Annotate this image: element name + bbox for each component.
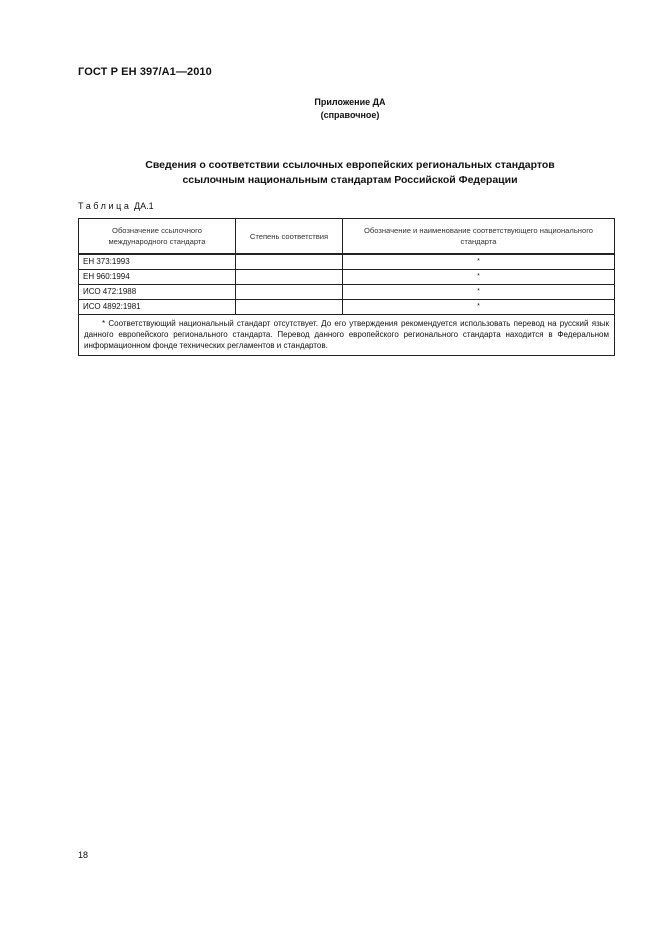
- cell-degree: [236, 300, 343, 315]
- header-degree: Степень соответствия: [236, 219, 343, 255]
- appendix-heading: [0, 96, 661, 122]
- table-header-row: [79, 219, 615, 255]
- cell-degree: [236, 270, 343, 285]
- table-caption: [78, 201, 154, 211]
- table-caption-number: ДА.1: [134, 201, 154, 211]
- document-code: ГОСТ Р ЕН 397/А1—2010: [78, 66, 212, 78]
- table-row: [79, 254, 615, 270]
- cell-standard: ИСО 4892:1981: [79, 300, 236, 315]
- cell-standard: ЕН 960:1994: [79, 270, 236, 285]
- cell-national: *: [343, 285, 615, 300]
- table-row: [79, 270, 615, 285]
- appendix-type: (справочное): [320, 110, 380, 120]
- table-footnote: * Соответствующий национальный стандарт отсутствует. До его утверждения рекомендуется использовать перевод на русский язык данного европейского регионального стандарта. Перевод данного европейского регионального стандарта находится в Федеральном информационном фонде технических регламентов и стандартов.: [79, 315, 615, 356]
- table-caption-word: Таблица: [78, 201, 132, 211]
- appendix-label: Приложение ДА: [314, 97, 386, 107]
- cell-degree: [236, 254, 343, 270]
- section-title-line-1: Сведения о соответствии ссылочных европейских региональных стандартов: [145, 159, 555, 171]
- cell-standard: ЕН 373:1993: [79, 254, 236, 270]
- cell-national: *: [343, 270, 615, 285]
- table-footnote-row: [79, 315, 615, 356]
- cell-standard: ИСО 472:1988: [79, 285, 236, 300]
- section-title-line-2: ссылочным национальным стандартам Российской Федерации: [182, 174, 518, 186]
- cell-degree: [236, 285, 343, 300]
- header-national-standard: Обозначение и наименование соответствующего национального стандарта: [343, 219, 615, 255]
- cell-national: *: [343, 300, 615, 315]
- section-title: [0, 158, 661, 188]
- page-number: 18: [78, 850, 89, 860]
- correspondence-table: [78, 218, 615, 356]
- table-row: [79, 285, 615, 300]
- cell-national: *: [343, 254, 615, 270]
- table-row: [79, 300, 615, 315]
- header-reference-standard: Обозначение ссылочного международного стандарта: [79, 219, 236, 255]
